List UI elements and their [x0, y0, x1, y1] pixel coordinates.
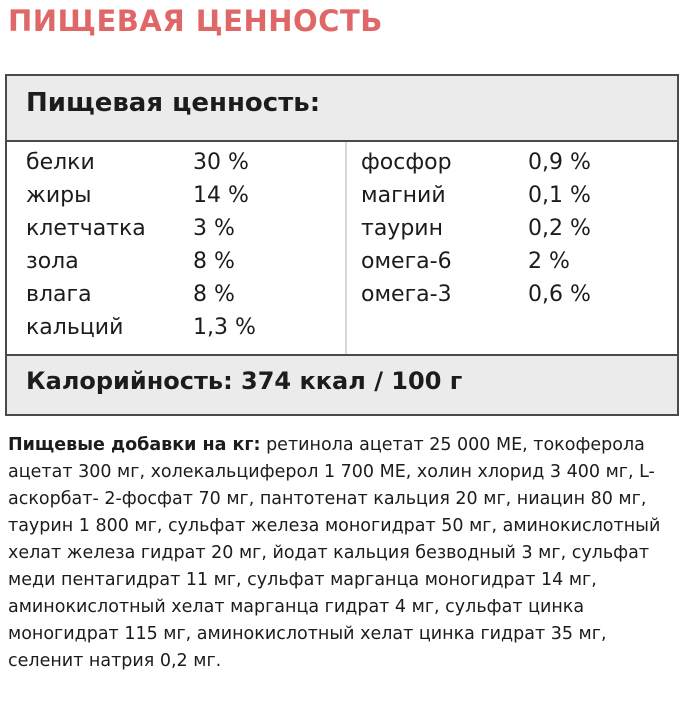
nutrient-name: фосфор [361, 150, 452, 175]
nutrient-value: 14 % [193, 183, 249, 208]
nutrient-name: влага [26, 282, 92, 307]
nutrition-table [5, 74, 679, 416]
nutrient-name: белки [26, 150, 95, 175]
table-header [7, 76, 677, 142]
nutrient-name: кальций [26, 315, 124, 340]
nutrient-name: омега-6 [361, 249, 452, 274]
nutrient-value: 8 % [193, 282, 235, 307]
nutrient-value: 0,1 % [528, 183, 591, 208]
nutrient-name: клетчатка [26, 216, 146, 241]
nutrient-value: 1,3 % [193, 315, 256, 340]
nutrient-name: зола [26, 249, 79, 274]
nutrient-name: омега-3 [361, 282, 452, 307]
calories-label: Калорийность: 374 ккал / 100 г [26, 367, 463, 395]
nutrient-value: 30 % [193, 150, 249, 175]
additives-paragraph [8, 432, 684, 675]
nutrient-value: 0,9 % [528, 150, 591, 175]
nutrient-value: 0,6 % [528, 282, 591, 307]
additives-label: Пищевые добавки на кг: [8, 435, 261, 455]
nutrient-value: 8 % [193, 249, 235, 274]
page-title: ПИЩЕВАЯ ЦЕННОСТЬ [8, 4, 383, 38]
table-body [7, 142, 677, 356]
column-divider [345, 142, 347, 356]
nutrient-name: магний [361, 183, 446, 208]
calories-footer [7, 354, 677, 414]
additives-text: ретинола ацетат 25 000 МЕ, токоферола ацетат 300 мг, холекальциферол 1 700 МЕ, холин хлорид 3 400 мг, L-аскорбат- 2-фосфат 70 мг, пантотенат кальция 20 мг, ниацин 80 мг, таурин 1 800 мг, сульфат железа моногидрат 50 мг, аминокислотный хелат железа гидрат 20 мг, йодат кальция безводный 3 мг, сульфат меди пентагидрат 11 мг, сульфат марганца моногидрат 14 мг, аминокислотный хелат марганца гидрат 4 мг, сульфат цинка моногидрат 115 мг, аминокислотный хелат цинка гидрат 35 мг, селенит натрия 0,2 мг. [8, 435, 661, 671]
nutrient-value: 2 % [528, 249, 570, 274]
nutrient-value: 3 % [193, 216, 235, 241]
table-header-label: Пищевая ценность: [26, 88, 321, 118]
nutrient-value: 0,2 % [528, 216, 591, 241]
nutrient-name: жиры [26, 183, 92, 208]
nutrient-name: таурин [361, 216, 443, 241]
